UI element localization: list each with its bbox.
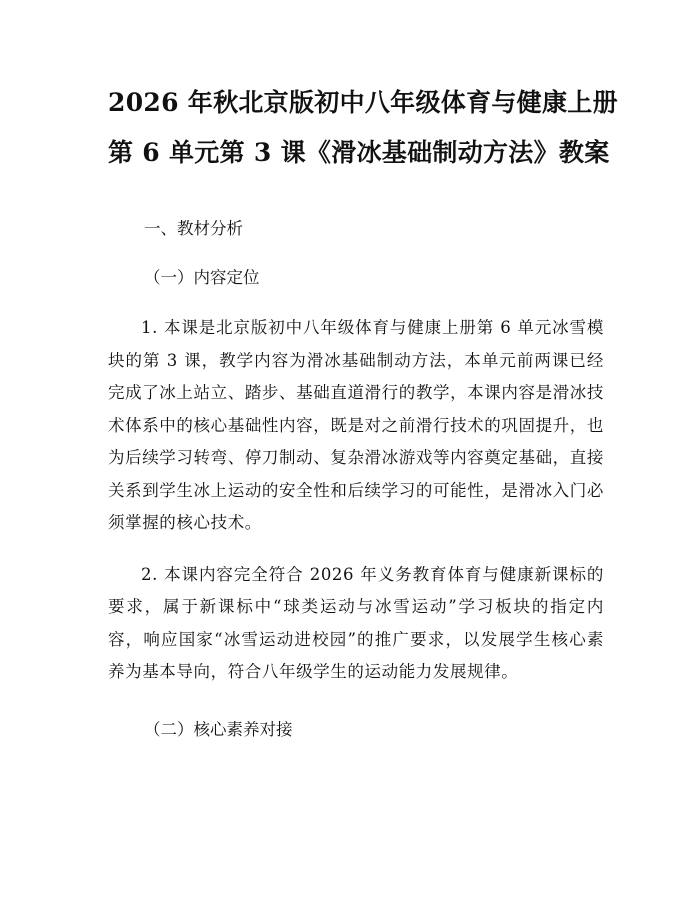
document-title: [108, 78, 618, 178]
subsection-heading-content-positioning: （一）内容定位: [144, 268, 260, 287]
subsection-heading-core-literacy: （二）核心素养对接: [144, 719, 293, 739]
section-heading-textbook-analysis: 一、教材分析: [144, 219, 243, 238]
body-paragraph-2: 2. 本课内容完全符合 2026 年义务教育体育与健康新课标的要求，属于新课标中“球类运动与冰雪运动”学习板块的指定内容，响应国家“冰雪运动进校园”的推广要求，以发展学生核心素养为基本导向，符合八年级学生的运动能力发展规律。: [108, 564, 604, 681]
body-paragraph-1: 1. 本课是北京版初中八年级体育与健康上册第 6 单元冰雪模块的第 3 课，教学内容为滑冰基础制动方法，本单元前两课已经完成了冰上站立、踏步、基础直道滑行的教学，本课内容是滑冰技术体系中的核心基础性内容，既是对之前滑行技术的巩固提升，也为后续学习转弯、停刀制动、复杂滑冰游戏等内容奠定基础，直接关系到学生冰上运动的安全性和后续学习的可能性，是滑冰入门必须掌握的核心技术。: [108, 318, 604, 532]
title-line-1: 2026 年秋北京版初中八年级体育与健康上册: [108, 88, 618, 117]
title-line-2: 第 6 单元第 3 课《滑冰基础制动方法》教案: [108, 138, 610, 167]
